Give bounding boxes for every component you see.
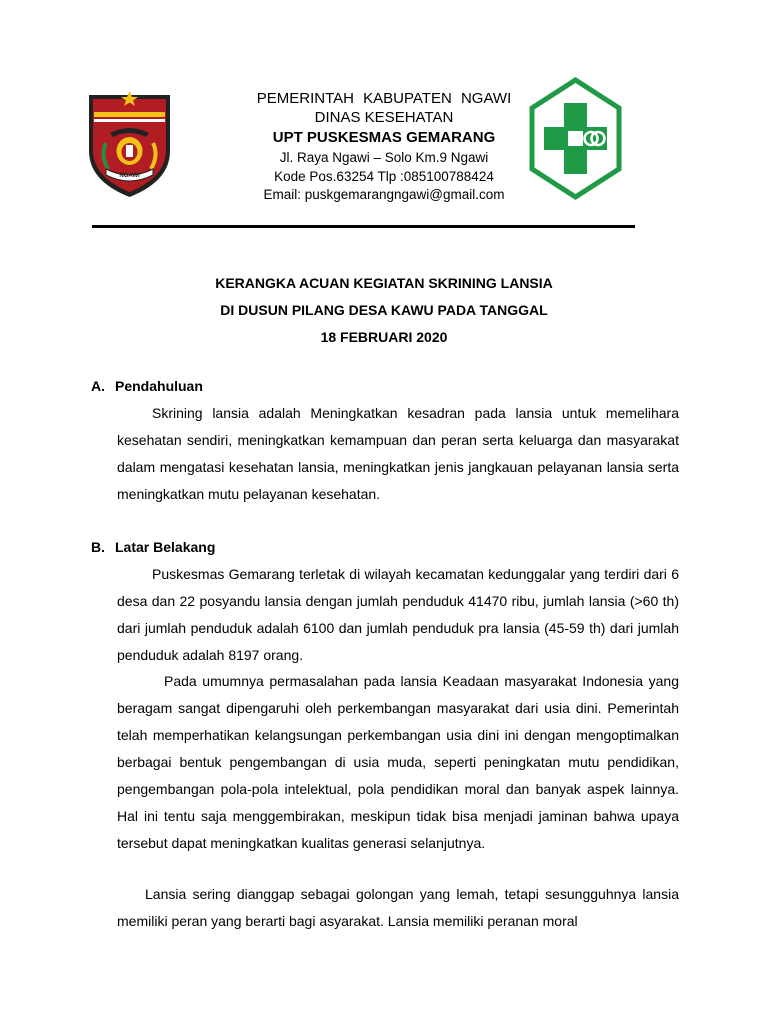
letterhead <box>190 90 578 205</box>
unit-name: UPT PUSKESMAS GEMARANG <box>272 129 496 146</box>
section-a-heading <box>91 378 203 394</box>
title-line-2: DI DUSUN PILANG DESA KAWU PADA TANGGAL <box>220 302 548 318</box>
ngawi-regency-emblem-icon <box>86 89 173 199</box>
title-line-3: 18 FEBRUARI 2020 <box>320 329 448 345</box>
svg-text:NGAWI: NGAWI <box>119 173 140 179</box>
section-b-paragraph-2: Pada umumnya permasalahan pada lansia Keadaan masyarakat Indonesia yang beragam sangat dipengaruhi oleh perkembangan masyarakat dari usia dini. Pemerintah telah memperhatikan kelangsungan perkembangan usia dini ini dengan mengoptimalkan berbagai bentuk pengembangan di usia muda, seperti peningkatan mutu pendidikan, pengembangan pola-pola intelektual, pola pendidikan moral dan banyak aspek lainnya. Hal ini tentu saja menggembirakan, meskipun tidak bisa menjadi jaminan bahwa upaya tersebut dapat meningkatkan kualitas generasi selanjutnya. <box>117 673 679 851</box>
section-b-paragraph-1: Puskesmas Gemarang terletak di wilayah kecamatan kedunggalar yang terdiri dari 6 desa dan 22 posyandu lansia dengan jumlah penduduk 41470 ribu, jumlah lansia (>60 th) dari jumlah penduduk adalah 6100 dan jumlah penduduk pra lansia (45-59 th) dari jumlah penduduk adalah 8197 orang. <box>117 566 679 663</box>
address: Jl. Raya Ngawi – Solo Km.9 Ngawi <box>279 150 489 165</box>
title-line-1: KERANGKA ACUAN KEGIATAN SKRINING LANSIA <box>215 275 553 291</box>
section-a-letter: A. <box>91 378 105 394</box>
document-title <box>100 270 668 351</box>
section-b-heading <box>91 539 215 555</box>
section-b-title: Latar Belakang <box>115 539 216 555</box>
government-name: PEMERINTAH KABUPATEN NGAWI <box>256 90 512 107</box>
section-a-paragraph: Skrining lansia adalah Meningkatkan kesadran pada lansia untuk memelihara kesehatan sendiri, meningkatkan kemampuan dan peran serta keluarga dan masyarakat dalam mengatasi kesehatan lansia, meningkatkan jenis jangkauan pelayanan lansia serta meningkatkan mutu pelayanan kesehatan. <box>117 405 679 502</box>
section-b-paragraph-3: Lansia sering dianggap sebagai golongan yang lemah, tetapi sesungguhnya lansia memiliki peran yang berarti bagi asyarakat. Lansia memiliki peranan moral <box>117 886 679 929</box>
letterhead-divider <box>92 225 635 228</box>
section-b-letter: B. <box>91 539 105 555</box>
section-a-title: Pendahuluan <box>115 378 203 394</box>
postal-phone: Kode Pos.63254 Tlp :085100788424 <box>274 168 494 184</box>
department-name: DINAS KESEHATAN <box>314 108 454 126</box>
email: Email: puskgemarangngawi@gmail.com <box>263 187 505 202</box>
